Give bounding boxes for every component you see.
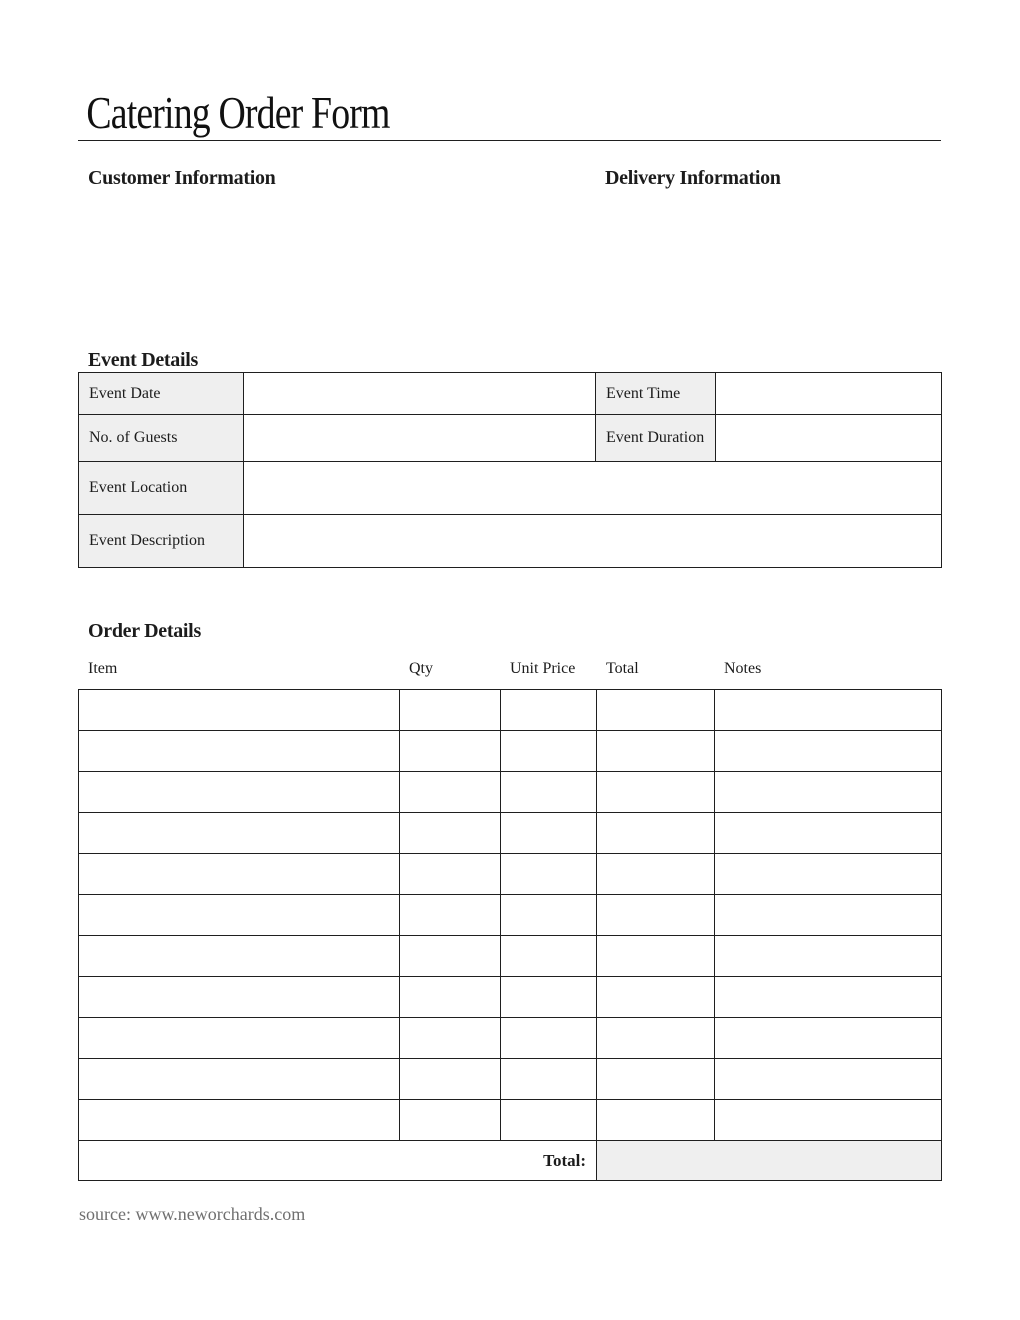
order-cell[interactable] (715, 690, 942, 731)
page-title: Catering Order Form (86, 88, 390, 138)
event-description-field[interactable] (244, 515, 942, 568)
order-row (79, 772, 942, 813)
order-cell[interactable] (400, 731, 501, 772)
order-cell[interactable] (501, 895, 597, 936)
title-block (78, 90, 941, 141)
column-header-qty: Qty (409, 660, 433, 677)
customer-information-heading: Customer Information (88, 167, 276, 189)
order-row (79, 1059, 942, 1100)
order-cell[interactable] (715, 1059, 942, 1100)
order-cell[interactable] (597, 977, 715, 1018)
order-cell[interactable] (400, 813, 501, 854)
order-cell[interactable] (400, 854, 501, 895)
order-cell[interactable] (501, 1059, 597, 1100)
order-cell[interactable] (79, 1018, 400, 1059)
info-headers-row (78, 167, 941, 189)
no-of-guests-field[interactable] (244, 415, 596, 462)
order-row (79, 977, 942, 1018)
order-cell[interactable] (79, 895, 400, 936)
order-cell[interactable] (597, 1059, 715, 1100)
column-header-item: Item (88, 660, 118, 677)
event-row-location (79, 462, 942, 515)
no-of-guests-label: No. of Guests (79, 415, 244, 462)
order-row (79, 731, 942, 772)
event-time-field[interactable] (716, 373, 942, 415)
order-cell[interactable] (501, 1018, 597, 1059)
order-items-table (78, 689, 942, 1181)
order-row (79, 690, 942, 731)
event-row-description (79, 515, 942, 568)
order-cell[interactable] (400, 977, 501, 1018)
event-time-label: Event Time (596, 373, 716, 415)
order-cell[interactable] (715, 936, 942, 977)
event-date-label: Event Date (79, 373, 244, 415)
order-row (79, 895, 942, 936)
order-cell[interactable] (715, 854, 942, 895)
event-duration-field[interactable] (716, 415, 942, 462)
order-cell[interactable] (597, 895, 715, 936)
event-row-guests-duration (79, 415, 942, 462)
order-row (79, 1018, 942, 1059)
order-cell[interactable] (79, 936, 400, 977)
order-total-row (79, 1141, 942, 1181)
order-cell[interactable] (597, 936, 715, 977)
order-cell[interactable] (79, 854, 400, 895)
delivery-information-heading: Delivery Information (605, 167, 781, 189)
order-row (79, 936, 942, 977)
order-cell[interactable] (715, 772, 942, 813)
event-date-field[interactable] (244, 373, 596, 415)
event-details-heading: Event Details (88, 349, 198, 371)
order-cell[interactable] (501, 1100, 597, 1141)
order-table-body (79, 690, 942, 1141)
order-details-heading: Order Details (88, 620, 201, 642)
order-cell[interactable] (501, 772, 597, 813)
source-attribution: source: www.neworchards.com (79, 1204, 306, 1224)
order-cell[interactable] (501, 690, 597, 731)
order-cell[interactable] (715, 895, 942, 936)
order-column-headers (78, 658, 941, 680)
order-cell[interactable] (597, 731, 715, 772)
order-cell[interactable] (79, 772, 400, 813)
column-header-notes: Notes (724, 660, 762, 677)
order-cell[interactable] (400, 772, 501, 813)
order-total-field[interactable] (597, 1141, 942, 1181)
order-cell[interactable] (79, 813, 400, 854)
order-cell[interactable] (400, 690, 501, 731)
order-cell[interactable] (400, 1100, 501, 1141)
order-cell[interactable] (597, 690, 715, 731)
order-cell[interactable] (597, 1018, 715, 1059)
order-cell[interactable] (400, 936, 501, 977)
order-row (79, 813, 942, 854)
order-cell[interactable] (501, 731, 597, 772)
order-cell[interactable] (715, 731, 942, 772)
event-location-label: Event Location (79, 462, 244, 515)
order-cell[interactable] (715, 1018, 942, 1059)
order-cell[interactable] (501, 936, 597, 977)
order-cell[interactable] (79, 731, 400, 772)
event-details-table (78, 372, 942, 568)
order-cell[interactable] (501, 854, 597, 895)
order-cell[interactable] (597, 772, 715, 813)
column-header-unit-price: Unit Price (510, 660, 576, 677)
order-cell[interactable] (597, 1100, 715, 1141)
page-content (78, 90, 941, 1225)
order-cell[interactable] (400, 1018, 501, 1059)
order-cell[interactable] (79, 1059, 400, 1100)
order-cell[interactable] (400, 1059, 501, 1100)
order-cell[interactable] (400, 895, 501, 936)
order-cell[interactable] (501, 813, 597, 854)
order-cell[interactable] (715, 813, 942, 854)
order-total-label: Total: (79, 1141, 597, 1181)
order-cell[interactable] (79, 977, 400, 1018)
order-cell[interactable] (501, 977, 597, 1018)
order-cell[interactable] (79, 1100, 400, 1141)
order-cell[interactable] (715, 1100, 942, 1141)
event-description-label: Event Description (79, 515, 244, 568)
event-location-field[interactable] (244, 462, 942, 515)
order-cell[interactable] (597, 813, 715, 854)
event-row-date-time (79, 373, 942, 415)
order-cell[interactable] (715, 977, 942, 1018)
order-row (79, 1100, 942, 1141)
order-cell[interactable] (597, 854, 715, 895)
order-cell[interactable] (79, 690, 400, 731)
column-header-total: Total (606, 660, 639, 677)
event-duration-label: Event Duration (596, 415, 716, 462)
order-row (79, 854, 942, 895)
